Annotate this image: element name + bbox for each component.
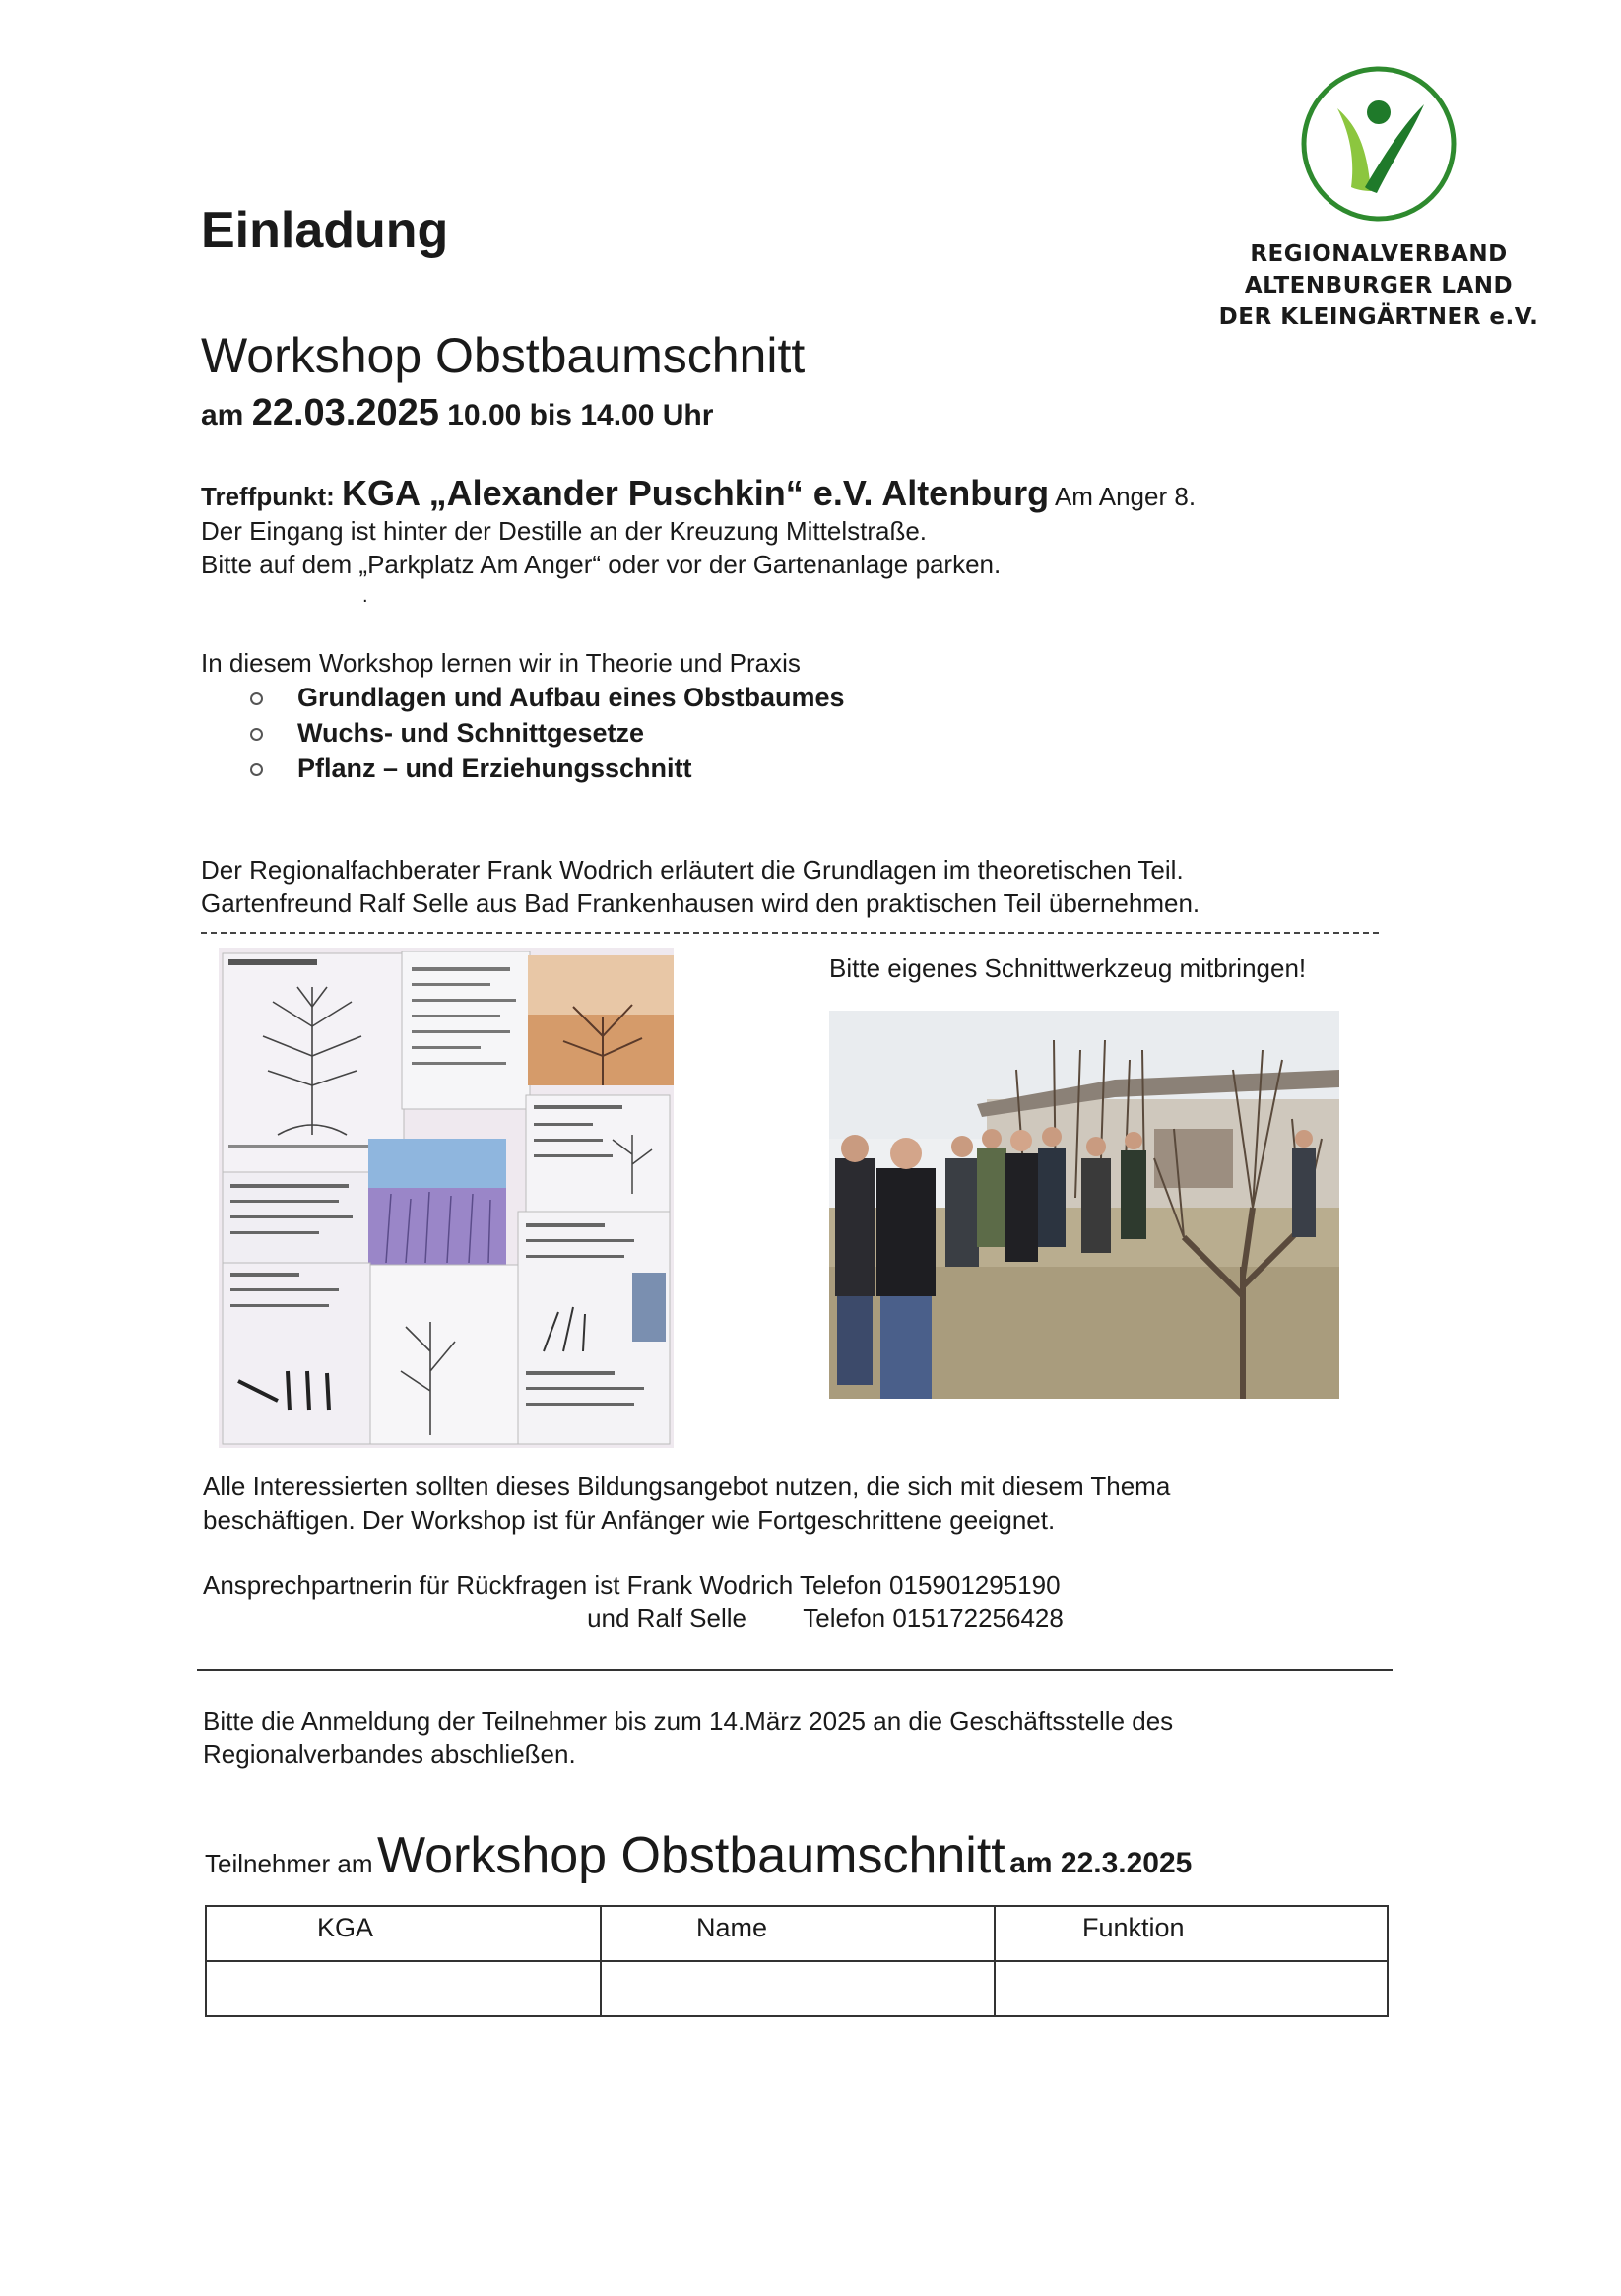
participants-heading <box>205 1826 1192 1885</box>
workshop-date: 22.03.2025 <box>251 392 439 433</box>
meeting-place: KGA „Alexander Puschkin“ e.V. Altenburg <box>342 473 1050 513</box>
entrance-note: Der Eingang ist hinter der Destille an der Kreuzung Mittelstraße. <box>201 516 928 546</box>
org-name-line-2: ALTENBURGER LAND <box>1244 273 1514 298</box>
topic-item: Wuchs- und Schnittgesetze <box>250 715 845 751</box>
participants-prefix: Teilnehmer am <box>205 1849 373 1878</box>
speakers-line-2: Gartenfreund Ralf Selle aus Bad Frankenhausen wird den praktischen Teil übernehmen. <box>201 888 1200 918</box>
page-title: Einladung <box>201 202 449 259</box>
orchard-group-photo <box>829 1011 1339 1399</box>
contact-line-1: Ansprechpartnerin für Rückfragen ist Frank Wodrich Telefon 015901295190 <box>203 1570 1061 1600</box>
solid-divider <box>197 1669 1393 1671</box>
table-header-row <box>206 1906 1388 1961</box>
registration-line-1: Bitte die Anmeldung der Teilnehmer bis zum 14.März 2025 an die Geschäftsstelle des <box>203 1706 1174 1736</box>
topic-item: Grundlagen und Aufbau eines Obstbaumes <box>250 680 845 715</box>
participants-date: am 22.3.2025 <box>1009 1847 1193 1879</box>
meeting-address: Am Anger 8. <box>1054 482 1197 511</box>
intro-text: In diesem Workshop lernen wir in Theorie und Praxis <box>201 648 801 678</box>
column-header-name: Name <box>601 1906 995 1961</box>
topic-item: Pflanz – und Erziehungsschnitt <box>250 751 845 786</box>
contact-line-2: und Ralf Selle Telefon 015172256428 <box>203 1604 1064 1633</box>
org-name-line-1: REGIONALVERBAND <box>1250 241 1508 267</box>
dashed-divider <box>201 932 1379 934</box>
table-row <box>206 1961 1388 2016</box>
date-prefix: am <box>201 399 244 431</box>
registration-line-2: Regionalverbandes abschließen. <box>203 1739 576 1769</box>
audience-line-1: Alle Interessierten sollten dieses Bildungsangebot nutzen, die sich mit diesem Thema <box>203 1472 1171 1501</box>
topic-list <box>250 680 845 786</box>
date-line <box>201 392 713 434</box>
meeting-point <box>201 473 1196 514</box>
org-name-line-3: DER KLEINGÄRTNER e.V. <box>1218 304 1539 330</box>
speakers-line-1: Der Regionalfachberater Frank Wodrich erläutert die Grundlagen im theoretischen Teil. <box>201 855 1184 885</box>
funktion-cell[interactable] <box>995 1961 1388 2016</box>
workshop-time: 10.00 bis 14.00 Uhr <box>447 399 714 431</box>
participants-title: Workshop Obstbaumschnitt <box>376 1827 1005 1884</box>
meeting-label: Treffpunkt: <box>201 482 335 511</box>
pruning-sheets-photo <box>219 948 674 1448</box>
tools-note: Bitte eigenes Schnittwerkzeug mitbringen! <box>829 953 1307 983</box>
name-cell[interactable] <box>601 1961 995 2016</box>
kga-cell[interactable] <box>206 1961 601 2016</box>
workshop-headline: Workshop Obstbaumschnitt <box>201 328 806 383</box>
audience-line-2: beschäftigen. Der Workshop ist für Anfänger wie Fortgeschrittene geeignet. <box>203 1505 1056 1535</box>
registration-table <box>205 1905 1389 2017</box>
stray-mark: . <box>362 585 368 607</box>
column-header-kga: KGA <box>206 1906 601 1961</box>
organization-logo <box>1298 63 1459 225</box>
parking-note: Bitte auf dem „Parkplatz Am Anger“ oder vor der Gartenanlage parken. <box>201 550 1002 579</box>
column-header-funktion: Funktion <box>995 1906 1388 1961</box>
organization-name <box>1182 238 1576 333</box>
